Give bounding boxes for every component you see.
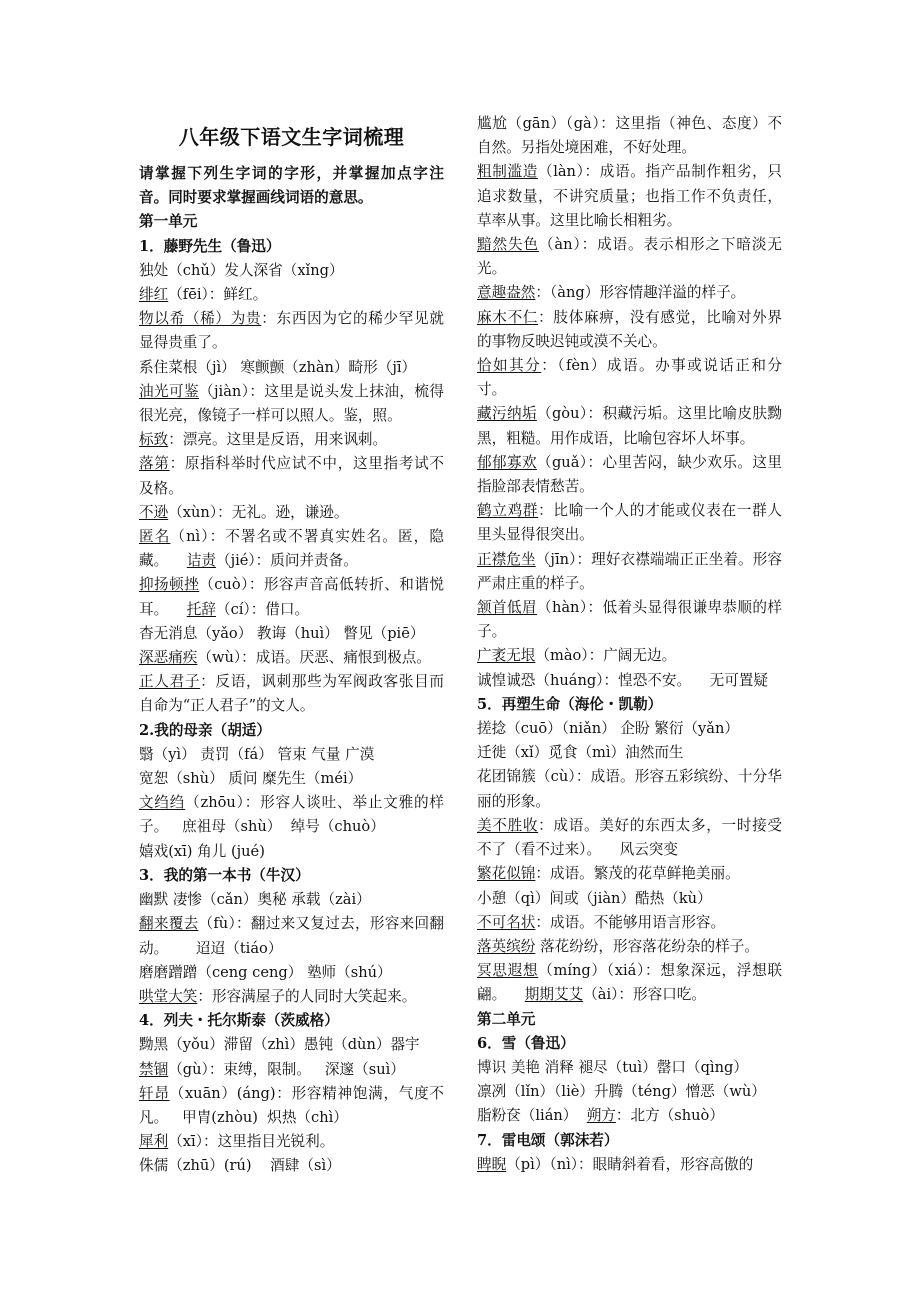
vocab-definition: （ài）：形容口吃。 xyxy=(583,986,706,1004)
vocab-term: 美不胜收 xyxy=(477,816,539,834)
vocab-term: 恰如其分 xyxy=(477,357,542,375)
vocab-term: 物以希（稀）为贵 xyxy=(139,310,262,328)
vocab-line: 诚惶诚恐（huáng）：惶恐不安。 无可置疑 xyxy=(477,671,768,689)
vocab-entry xyxy=(477,1153,782,1177)
vocab-term: 犀利 xyxy=(139,1133,169,1151)
lesson-3-heading: 3．我的第一本书（牛汉） xyxy=(139,866,310,884)
vocab-definition: （xùn）：无礼。逊，谦逊。 xyxy=(168,503,349,521)
vocab-term: 哄堂大笑 xyxy=(139,987,198,1005)
vocab-entry xyxy=(477,862,782,886)
vocab-term: 睥睨 xyxy=(477,1155,507,1173)
vocab-definition: （jié）：质问并责备。 xyxy=(215,552,358,570)
vocab-entry xyxy=(139,1058,444,1082)
vocab-definition: ：漂亮。这里是反语，用来讽刺。 xyxy=(168,431,388,449)
vocab-term: 禁锢 xyxy=(139,1060,169,1078)
vocab-definition: （pì）（nì）：眼睛斜着看，形容高傲的 xyxy=(506,1155,754,1173)
vocab-line: 凛冽（lǐn）（liè）升腾（téng）憎恶（wù） xyxy=(477,1083,766,1101)
vocab-entry xyxy=(477,548,782,596)
vocab-entry xyxy=(477,959,782,1007)
vocab-entry xyxy=(139,791,444,839)
vocab-line: 磨磨蹭蹭（ceng ceng） 塾师（shú） xyxy=(139,963,392,981)
vocab-entry: 尴尬（gān）（gà）：这里指（神色、态度）不自然。另指处境困难，不好处理。 xyxy=(477,115,782,157)
vocab-entry xyxy=(139,646,444,670)
lesson-7-heading: 7．雷电颂（郭沫若） xyxy=(477,1131,619,1149)
vocab-definition: （xuān）(áng)：形容精神饱满，气度不凡。 xyxy=(139,1084,444,1126)
vocab-term: 期期艾艾 xyxy=(524,986,584,1004)
vocab-line: 搓捻（cuō）（niǎn） 企盼 繁衍（yǎn） xyxy=(477,720,739,738)
vocab-entry xyxy=(477,911,782,935)
vocab-definition: （jīn）：理好衣襟端端正正坐着。形容严肃庄重的样子。 xyxy=(477,550,782,592)
vocab-term: 油光可鉴 xyxy=(139,382,199,400)
vocab-term: 标致 xyxy=(139,431,169,449)
vocab-definition: 落花纷纷，形容落花纷杂的样子。 xyxy=(535,937,759,955)
vocab-term: 意趣盎然 xyxy=(477,284,536,302)
vocab-term: 冥思遐想 xyxy=(477,962,539,980)
vocab-term: 繁花似锦 xyxy=(477,865,536,883)
left-column xyxy=(139,124,444,1179)
vocab-line: 杳无消息（yǎo） 教诲（huì） 瞥见（piē） xyxy=(139,624,425,642)
vocab-term: 藏污纳垢 xyxy=(477,405,537,423)
vocab-term: 绯红 xyxy=(139,286,169,304)
lesson-1-heading: 1．藤野先生（鲁迅） xyxy=(139,237,281,255)
vocab-term: 不逊 xyxy=(139,503,169,521)
vocab-term: 轩昂 xyxy=(139,1084,170,1102)
vocab-entry xyxy=(477,644,782,668)
vocab-definition: ：比喻一个人的才能或仪表在一群人里头显得很突出。 xyxy=(477,502,782,544)
vocab-term: 落英缤纷 xyxy=(477,937,536,955)
vocab-term: 文绉绉 xyxy=(139,794,186,812)
vocab-line: 迢迢（tiáo） xyxy=(168,939,283,957)
vocab-entry xyxy=(139,283,444,307)
lesson-6-heading: 6．雪（鲁迅） xyxy=(477,1034,575,1052)
vocab-term: 托辞 xyxy=(186,600,216,618)
vocab-line: 宽恕（shù） 质问 糜先生（méi） xyxy=(139,770,363,788)
vocab-line: 甲胄(zhòu) 炽热（chì） xyxy=(168,1108,348,1126)
vocab-line: 黝黑（yǒu）滞留（zhì）愚钝（dùn）器宇 xyxy=(139,1036,420,1054)
vocab-entry xyxy=(139,452,444,500)
vocab-definition: （cuò）：形容声音高低转折、和谐悦耳。 xyxy=(139,576,444,618)
vocab-entry xyxy=(139,1082,444,1130)
vocab-term: 正人君子 xyxy=(139,673,201,691)
vocab-line: 独处（chǔ）发人深省（xǐng） xyxy=(139,261,344,279)
vocab-definition: ：（fèn）成语。办事或说话正和分寸。 xyxy=(477,357,782,399)
vocab-entry xyxy=(477,596,782,644)
vocab-definition: ：成语。繁茂的花草鲜艳美丽。 xyxy=(535,865,740,883)
vocab-term: 粗制滥造 xyxy=(477,163,538,181)
vocab-line: 庶祖母（shù） 绰号（chuò） xyxy=(168,818,385,836)
vocab-entry: 花团锦簇（cù）：成语。形容五彩缤纷、十分华丽的形象。 xyxy=(477,768,782,810)
vocab-definition: （zhōu）：形容人谈吐、举止文雅的样子。 xyxy=(139,794,444,836)
vocab-entry xyxy=(477,1104,782,1128)
vocab-definition: ：（àng）形容情趣洋溢的样子。 xyxy=(535,284,746,302)
vocab-definition: （xī）：这里指目光锐利。 xyxy=(168,1133,335,1151)
vocab-definition: （hàn）：低着头显得很谦卑恭顺的样子。 xyxy=(477,599,782,641)
vocab-term: 朔方 xyxy=(586,1107,616,1125)
vocab-definition: （fù）：翻过来又复过去，形容来回翻动。 xyxy=(139,915,444,957)
vocab-entry xyxy=(477,499,782,547)
vocab-line: 深邃（suì） xyxy=(311,1060,405,1078)
lesson-5-heading: 5．再塑生命（海伦・凯勒） xyxy=(477,695,663,713)
vocab-entry xyxy=(139,307,444,355)
vocab-definition: （fēi）：鲜红。 xyxy=(168,286,268,304)
vocab-definition: （mào）：广阔无边。 xyxy=(535,647,677,665)
lesson-2-heading: 2.我的母亲（胡适） xyxy=(139,721,271,739)
vocab-term: 匿名 xyxy=(139,528,171,546)
vocab-definition: （làn）：成语。指产品制作粗劣，只追求数量，不讲究质量；也指工作不负责任，草率从事。这里比喻长相粗劣。 xyxy=(477,163,782,229)
vocab-entry xyxy=(139,501,444,525)
vocab-term: 正襟危坐 xyxy=(477,550,536,568)
vocab-definition: （àn）：成语。表示相形之下暗淡无光。 xyxy=(477,236,782,278)
unit-1-heading: 第一单元 xyxy=(139,213,198,231)
vocab-term: 落第 xyxy=(139,455,170,473)
vocab-term: 翻来覆去 xyxy=(139,915,199,933)
vocab-entry xyxy=(477,402,782,450)
vocab-term: 诘责 xyxy=(186,552,216,570)
vocab-line: 博识 美艳 消释 褪尽（tuì）罄口（qìng） xyxy=(477,1058,748,1076)
vocab-term: 不可名状 xyxy=(477,913,536,931)
vocab-entry xyxy=(477,160,782,233)
vocab-entry xyxy=(477,281,782,305)
vocab-entry xyxy=(139,985,444,1009)
vocab-definition: （gù）：束缚，限制。 xyxy=(168,1060,311,1078)
vocab-definition: （gòu）：积藏污垢。这里比喻皮肤黝黑，粗糙。用作成语，比喻包容坏人坏事。 xyxy=(477,405,782,447)
unit-2-heading: 第二单元 xyxy=(477,1010,536,1028)
vocab-entry xyxy=(139,1130,444,1154)
right-column xyxy=(477,112,782,1177)
vocab-entry xyxy=(477,935,782,959)
vocab-entry xyxy=(477,451,782,499)
vocab-entry xyxy=(139,525,444,573)
vocab-entry xyxy=(477,814,782,862)
vocab-definition: ：肢体麻痹，没有感觉，比喻对外界的事物反映迟钝或漠不关心。 xyxy=(477,308,782,350)
vocab-line: 小憩（qì）间或（jiàn）酷热（kù） xyxy=(477,889,712,907)
vocab-entry xyxy=(477,306,782,354)
vocab-line: 系住菜根（jì） 寒颤颤（zhàn）畸形（jī） xyxy=(139,358,417,376)
vocab-entry xyxy=(477,233,782,281)
vocab-definition: ：北方（shuò） xyxy=(615,1107,724,1125)
vocab-line: 翳（yì） 责罚（fá） 管束 气量 广漠 xyxy=(139,745,375,763)
vocab-entry xyxy=(139,573,444,621)
vocab-line: 幽默 凄惨（cǎn）奥秘 承载（zài） xyxy=(139,891,371,909)
vocab-definition: ：形容满屋子的人同时大笑起来。 xyxy=(197,987,417,1005)
vocab-definition: （guǎ）：心里苦闷，缺少欢乐。这里指脸部表情愁苦。 xyxy=(477,453,782,496)
vocab-term: 郁郁寡欢 xyxy=(477,453,537,471)
vocab-line: 嬉戏(xī) 角儿 (jué) xyxy=(139,842,265,860)
vocab-term: 颔首低眉 xyxy=(477,599,537,617)
page-title: 八年级下语文生字词梳理 xyxy=(178,125,405,149)
vocab-definition: （cí）：借口。 xyxy=(215,600,310,618)
vocab-definition: ：成语。美好的东西太多，一时接受不了（看不过来）。 风云突变 xyxy=(477,816,782,859)
vocab-line: 侏儒（zhū）(rú) 酒肆（sì） xyxy=(139,1157,341,1175)
vocab-definition: （nì）：不署名或不署真实姓名。匿，隐藏。 xyxy=(139,528,444,570)
intro-instructions: 请掌握下列生字词的字形，并掌握加点字注音。同时要求掌握画线词语的意思。 xyxy=(139,165,444,207)
vocab-term: 鹤立鸡群 xyxy=(477,502,539,520)
vocab-definition: ：原指科举时代应试不中，这里指考试不及格。 xyxy=(139,455,444,497)
vocab-entry xyxy=(139,428,444,452)
vocab-definition: ：成语。不能够用语言形容。 xyxy=(535,913,726,931)
vocab-definition: （jiàn）：这里是说头发上抹油，梳得很光亮，像镜子一样可以照人。鉴，照。 xyxy=(139,382,444,425)
vocab-line: 脂粉奁（lián） xyxy=(477,1107,587,1125)
vocab-definition: （míng）（xiá）：想象深远，浮想联翩。 xyxy=(477,962,782,1004)
vocab-term: 黯然失色 xyxy=(477,236,539,254)
vocab-entry xyxy=(139,912,444,960)
vocab-entry xyxy=(139,670,444,718)
vocab-line: 迁徙（xǐ）觅食（mì）油然而生 xyxy=(477,744,684,762)
vocab-definition: ：东西因为它的稀少罕见就显得贵重了。 xyxy=(139,310,444,352)
vocab-entry xyxy=(139,380,444,428)
vocab-term: 抑扬顿挫 xyxy=(139,576,200,594)
vocab-definition: ：反语，讽刺那些为军阀政客张目而自命为“正人君子”的文人。 xyxy=(139,673,444,715)
vocab-term: 麻木不仁 xyxy=(477,308,539,326)
lesson-4-heading: 4．列夫・托尔斯泰（茨威格） xyxy=(139,1012,339,1030)
vocab-term: 广袤无垠 xyxy=(477,647,536,665)
vocab-term: 深恶痛疾 xyxy=(139,649,198,667)
vocab-definition: （wù）：成语。厌恶、痛恨到极点。 xyxy=(197,649,431,667)
vocab-entry xyxy=(477,354,782,402)
